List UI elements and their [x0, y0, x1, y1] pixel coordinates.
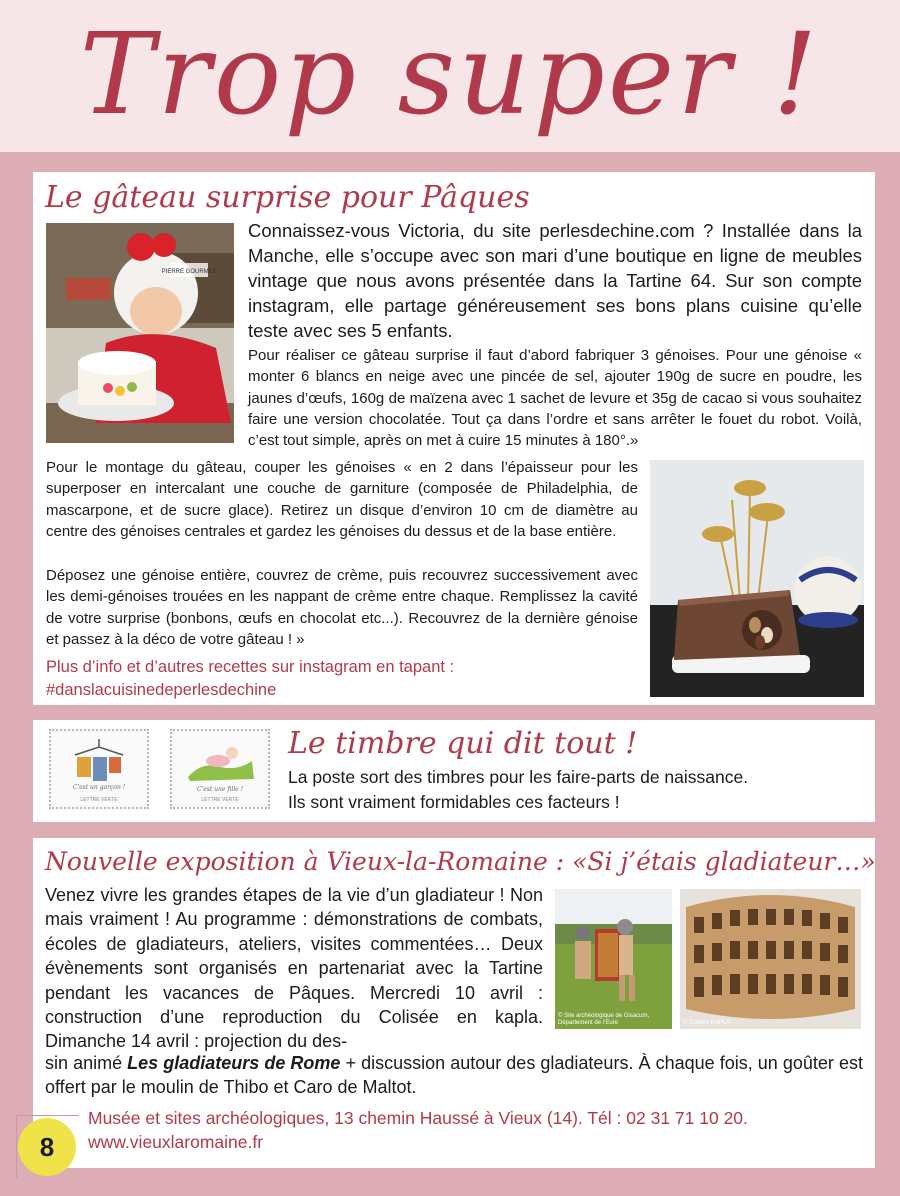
stamp1-caption: C'est un garçon ! — [72, 784, 126, 791]
article-title: Nouvelle exposition à Vieux-la-Romaine : «Si j’étais gladiateur…» — [45, 847, 876, 876]
article-title: Le timbre qui dit tout ! — [288, 726, 638, 761]
girl-stamp-image — [170, 729, 270, 809]
stamp2-caption: C'est une fille ! — [196, 786, 244, 793]
recipe-paragraph: Pour réaliser ce gâteau surprise il faut d’abord fabriquer 3 génoises. Pour une génoise « monter 6 blancs en neige avec une pincée de sel, ajouter 190g de sucre en poudre, les jaunes d’œufs, 160g de maïzena avec 1 sachet de levure et 35g de cacao si vous souhaitez faire une version chocolatée. Tout ça dans l’ordre et sans arrêter le fouet du robot. Voilà, c’est tout simple, après on met à cuire 15 minutes à 180°.» — [248, 347, 862, 450]
baby-cake-photo — [46, 223, 234, 443]
stamp1-label: LETTRE VERTE — [80, 797, 118, 803]
page-header — [0, 0, 900, 152]
film-title: Les gladiateurs de Rome — [127, 1053, 341, 1073]
chocolate-cake-photo — [650, 460, 864, 697]
stamp2-label: LETTRE VERTE — [201, 797, 239, 803]
exhibition-paragraph: Venez vivre les grandes étapes de la vie d’un gladiateur ! Non mais vraiment ! Au programme : démonstrations de combats, écoles de gladiateurs, ateliers, visites commentées… Deux évènements sont organisés en partenariat avec la Tartine pendant les vacances de Pâques. Mercredi 10 avril : construction d’une reproduction du Colisée en kapla. Dimanche 14 avril : projection du des- — [45, 885, 543, 1052]
exhibition-paragraph-continued — [45, 1051, 863, 1100]
page-number: 8 — [18, 1118, 76, 1176]
text-segment: sin animé — [45, 1053, 128, 1073]
stamp-text-line2: Ils sont vraiment formidables ces facteurs ! — [288, 792, 620, 812]
intro-paragraph: Connaissez-vous Victoria, du site perlesdechine.com ? Installée dans la Manche, elle s’occupe avec son mari d’une boutique en ligne de meubles vintage que nous avons présentée dans la Tartine 64. Sur son compte instagram, elle partage généreusement ses bons plans cuisine qu’elle teste avec ses 5 enfants. — [248, 220, 862, 341]
instagram-info: Plus d’info et d’autres recettes sur instagram en tapant : #danslacuisinedeperlesdechine — [46, 658, 455, 699]
photo-credit: © Colisée KAPLA — [683, 1020, 731, 1026]
stamp-text — [288, 765, 858, 815]
page-title: Trop super ! — [79, 10, 821, 140]
kapla-colosseum-photo — [680, 889, 861, 1029]
website-link[interactable]: www.vieuxlaromaine.fr — [88, 1132, 264, 1152]
stamp-text-line1: La poste sort des timbres pour les faire-parts de naissance. — [288, 767, 749, 787]
photo-sign-text: PIERRE GOURMET — [161, 269, 217, 275]
gladiator-photo — [555, 889, 672, 1029]
contact-info — [88, 1106, 868, 1154]
article-gladiator-exhibition — [33, 838, 875, 1168]
assembly-paragraph: Pour le montage du gâteau, couper les génoises « en 2 dans l’épaisseur pour les superposer en intercalant une couche de garniture (composée de Philadelphia, de mascarpone, et de sucre glace). Retirez un disque d’environ 10 cm de diamètre au centre des génoises centrales et gardez les génoises du dessus et de la base entière. — [46, 459, 638, 540]
filling-paragraph: Déposez une génoise entière, couvrez de crème, puis recouvrez successivement avec les demi-génoises trouées en les nappant de crème entre chaque. Remplissez la cavité de votre surprise (bonbons, œufs en chocolat etc...). Recouvrez de la dernière génoise et passez à la déco de votre gâteau ! » — [46, 567, 638, 648]
text-segment: + discussion autour des gladiateurs. À chaque fois, un goûter est offert par le moulin de Thibo et Caro de Maltot. — [45, 1053, 863, 1098]
photo-credit: © Site archéologique de Gisacum, Département de l’Eure — [558, 1013, 650, 1026]
boy-stamp-image — [49, 729, 149, 809]
article-easter-cake — [33, 172, 875, 705]
contact-address: Musée et sites archéologiques, 13 chemin Haussé à Vieux (14). Tél : 02 31 71 10 20. — [88, 1108, 748, 1128]
article-birth-stamp — [33, 720, 875, 822]
article-title: Le gâteau surprise pour Pâques — [45, 180, 530, 215]
